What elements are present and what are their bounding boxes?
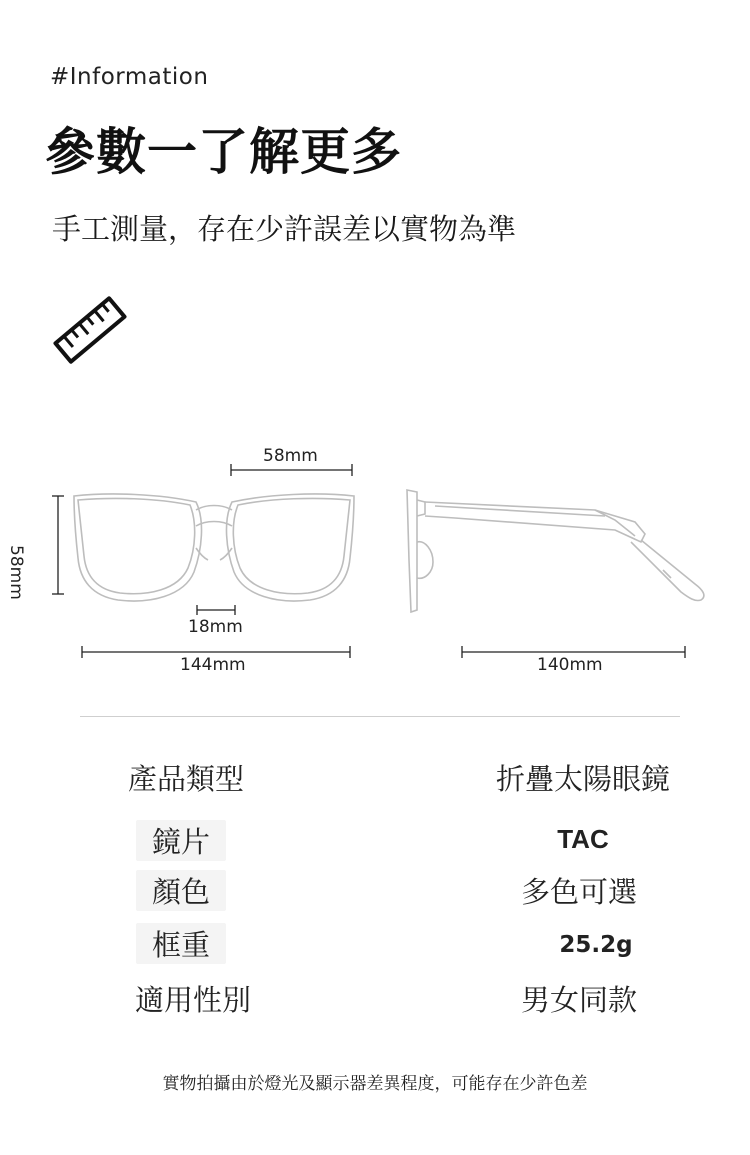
spec-value-weight: 25.2g	[559, 932, 633, 958]
spec-label-gender: 適用性別	[134, 983, 251, 1017]
spec-label-lens: 鏡片	[136, 820, 226, 861]
hashtag-label: #Information	[50, 64, 209, 90]
spec-value-type: 折疊太陽眼鏡	[495, 762, 670, 796]
glasses-side-diagram	[395, 480, 725, 680]
page-title: 參數一了解更多	[45, 123, 402, 181]
glasses-frame-front	[74, 494, 354, 601]
spec-label-color: 顏色	[136, 870, 226, 911]
ruler-icon	[50, 290, 130, 370]
spec-value-gender: 男女同款	[520, 983, 637, 1017]
spec-value-color: 多色可選	[520, 875, 637, 909]
spec-label-type: 產品類型	[127, 762, 244, 796]
footer-note: 實物拍攝由於燈光及顯示器差異程度，可能存在少許色差	[162, 1074, 588, 1094]
spec-label-weight: 框重	[136, 923, 226, 964]
glasses-frame-side	[407, 490, 704, 612]
spec-value-lens: TAC	[557, 824, 609, 854]
page-subtitle: 手工測量，存在少許誤差以實物為準	[52, 212, 517, 246]
temple-length-label: 140mm	[537, 655, 603, 675]
section-divider	[80, 716, 680, 717]
bridge-label: 18mm	[188, 617, 243, 637]
lens-height-label: 58mm	[6, 545, 26, 600]
lens-width-label: 58mm	[263, 446, 318, 466]
frame-width-label: 144mm	[180, 655, 246, 675]
glasses-front-diagram	[0, 430, 380, 690]
